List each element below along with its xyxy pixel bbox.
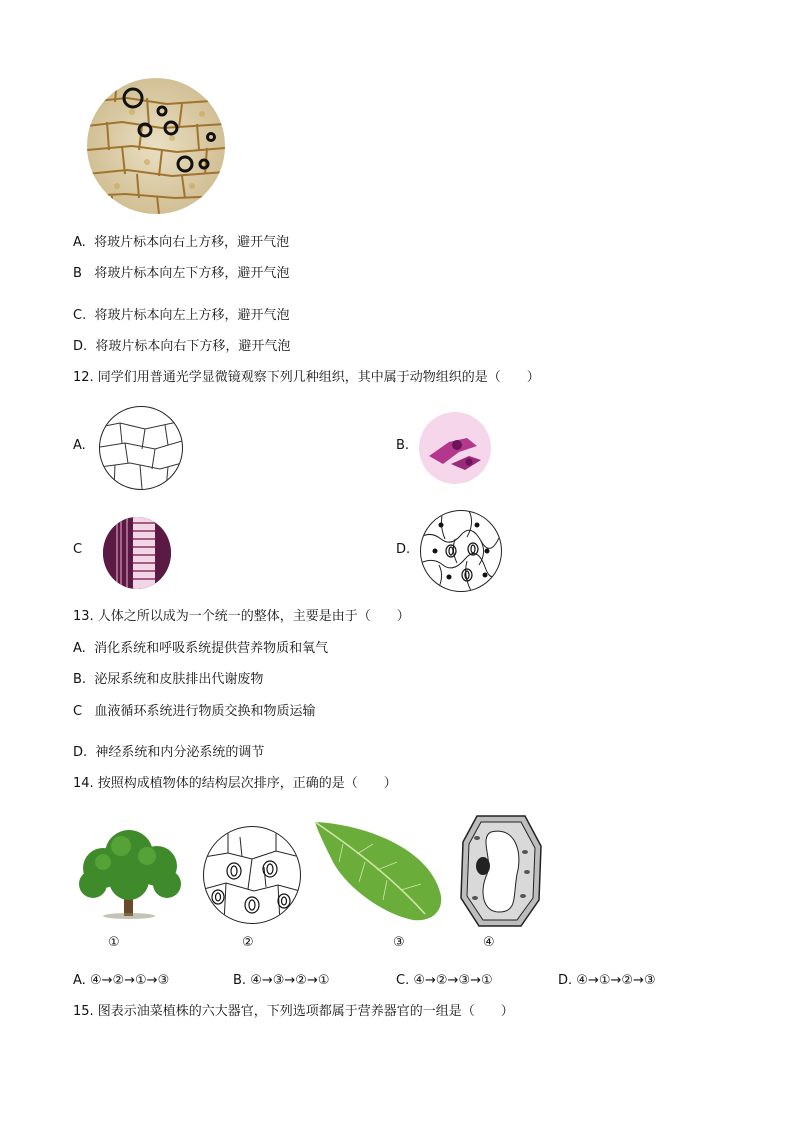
tree-image [73, 826, 185, 920]
leaf-image [313, 818, 445, 924]
image-label-1: ① [108, 935, 120, 950]
option-text: 将玻片标本向左下方移，避开气泡 [94, 266, 290, 281]
q11-option-d[interactable] [73, 339, 290, 355]
image-label-2: ② [242, 935, 254, 950]
leaf-epidermis-stomata-image [420, 510, 502, 592]
option-letter: C [73, 704, 83, 719]
q14-option-b[interactable] [233, 973, 330, 989]
q13-option-c[interactable] [73, 704, 316, 720]
q14-option-d[interactable] [558, 973, 656, 989]
option-letter: B. [73, 672, 87, 687]
option-letter: B. [233, 973, 247, 988]
image-label-3: ③ [393, 935, 405, 950]
q11-option-b[interactable] [73, 266, 289, 282]
option-text: ④→①→②→③ [576, 973, 656, 988]
option-letter: C. [396, 973, 410, 988]
option-letter: A. [73, 235, 86, 250]
option-text: ④→③→②→① [250, 973, 330, 988]
onion-epidermis-bubbles-image [87, 78, 225, 214]
q14-stem: 14. 按照构成植物体的结构层次排序，正确的是（ ） [73, 776, 397, 791]
q13-stem: 13. 人体之所以成为一个统一的整体，主要是由于（ ） [73, 609, 410, 624]
option-text: 将玻片标本向右上方移，避开气泡 [94, 235, 290, 250]
option-text: ④→②→①→③ [89, 973, 170, 988]
leaf-tissue-stomata-image [203, 826, 301, 924]
option-letter: D. [73, 339, 88, 354]
option-letter: A. [73, 641, 86, 656]
option-text: ④→②→③→① [413, 973, 493, 988]
q13-option-b[interactable] [73, 672, 263, 688]
option-text: 消化系统和呼吸系统提供营养物质和氧气 [94, 641, 329, 656]
option-letter: D. [558, 973, 573, 988]
option-text: 将玻片标本向右下方移，避开气泡 [95, 339, 291, 354]
q14-option-c[interactable] [396, 973, 493, 989]
option-letter: D. [73, 745, 88, 760]
q13-option-a[interactable] [73, 641, 328, 657]
option-text: 血液循环系统进行物质交换和物质运输 [94, 704, 316, 719]
q12-label-d[interactable]: D. [396, 542, 411, 557]
option-text: 将玻片标本向左上方移，避开气泡 [94, 308, 290, 323]
option-text: 泌尿系统和皮肤排出代谢废物 [94, 672, 264, 687]
q15-stem: 15. 图表示油菜植株的六大器官，下列选项都属于营养器官的一组是（ ） [73, 1004, 514, 1019]
q11-option-c[interactable] [73, 308, 290, 324]
q12-label-c[interactable]: C [73, 542, 83, 557]
option-text: 神经系统和内分泌系统的调节 [95, 745, 265, 760]
q12-label-b[interactable]: B. [396, 438, 410, 453]
q13-option-d[interactable] [73, 745, 264, 761]
q12-label-a[interactable]: A. [73, 438, 86, 453]
q14-option-a[interactable] [73, 973, 169, 989]
stem-vessel-section-image [103, 517, 171, 589]
stained-animal-cells-image [419, 412, 491, 484]
option-letter: A. [73, 973, 86, 988]
option-letter: C. [73, 308, 87, 323]
image-label-4: ④ [483, 935, 495, 950]
option-letter: B [73, 266, 82, 281]
plant-cell-image [457, 812, 545, 930]
q11-option-a[interactable] [73, 235, 289, 251]
plant-epidermis-image [99, 406, 183, 490]
q12-stem: 12. 同学们用普通光学显微镜观察下列几种组织，其中属于动物组织的是（ ） [73, 370, 540, 385]
